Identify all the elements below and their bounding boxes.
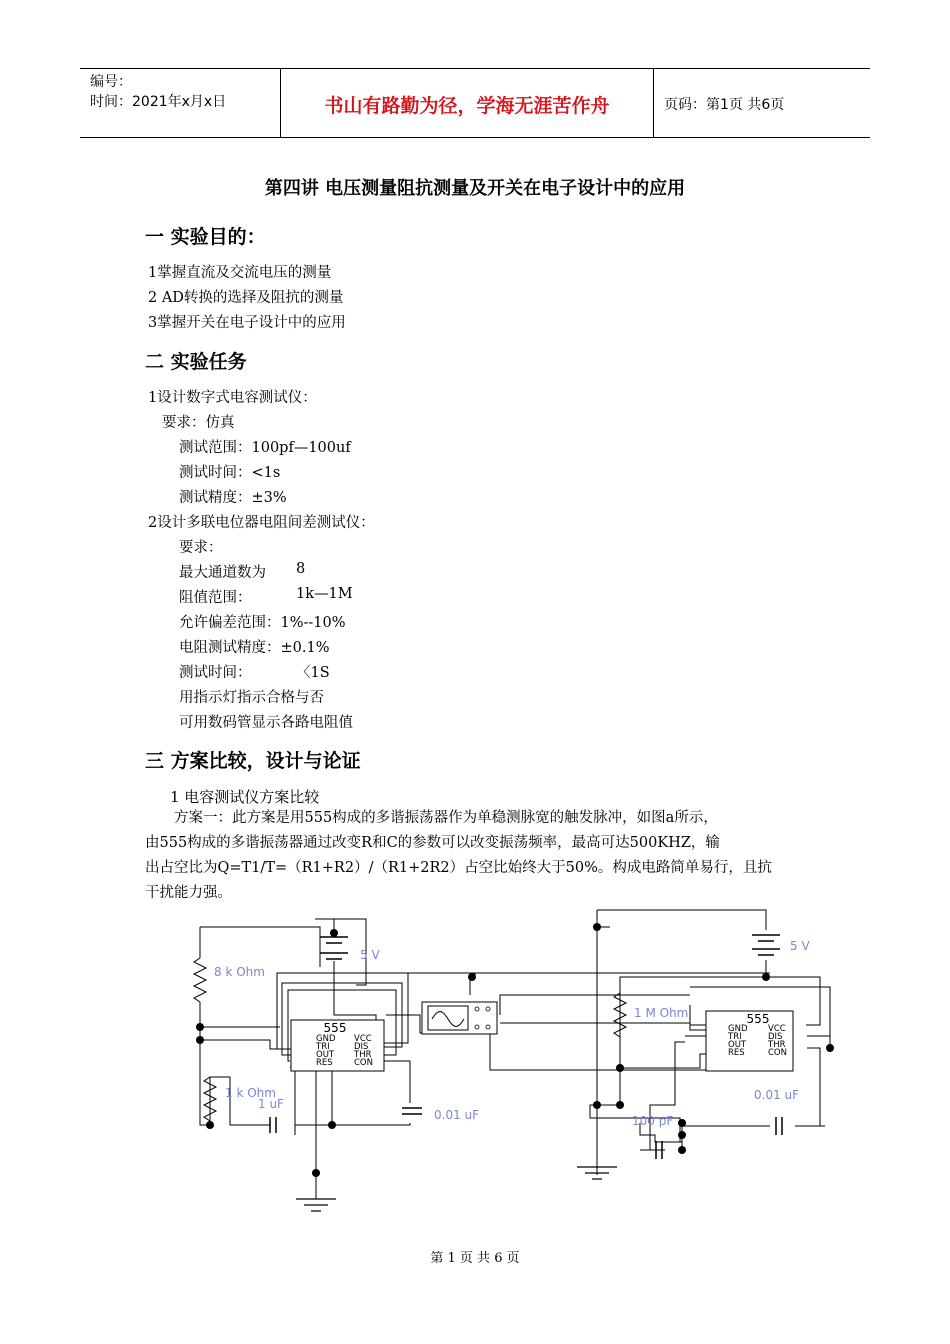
task1-line: 测试精度：±3%	[179, 490, 287, 506]
task2-title: 2设计多联电位器电阻间差测试仪：	[148, 515, 375, 531]
section3-heading: 三 方案比较，设计与论证	[145, 750, 361, 772]
header-page-cell	[654, 69, 870, 137]
circuit-diagram	[170, 905, 850, 1225]
ic1-pin-left: TRI	[316, 1042, 330, 1052]
ic1-label: 555	[323, 1021, 347, 1035]
task1-line: 测试时间：<1s	[179, 465, 281, 481]
section2-heading: 二 实验任务	[145, 351, 247, 373]
r1-label: 8 k Ohm	[214, 965, 265, 979]
paragraph-line: 由555构成的多谐振荡器通过改变R和C的参数可以改变振荡频率，最高可达500KHZ，输	[145, 835, 720, 851]
task1-line: 测试范围：100pf—100uf	[179, 440, 351, 456]
lecture-title: 第四讲 电压测量阻抗测量及开关在电子设计中的应用	[264, 178, 686, 199]
c1-label: 1 uF	[258, 1097, 284, 1111]
scheme-paragraph	[145, 806, 810, 906]
r3-label: 1 M Ohm	[634, 1006, 689, 1020]
task1-title: 1设计数字式电容测试仪：	[148, 390, 317, 406]
task2-line-value: 1k—1M	[296, 586, 353, 602]
paragraph-line: 方案一：此方案是用555构成的多谐振荡器作为单稳测脉宽的触发脉冲，如图a所示，	[145, 810, 718, 826]
task2-line-label: 用指示灯指示合格与否	[179, 690, 324, 706]
ic2-pin-left: TRI	[728, 1032, 742, 1042]
c3-label: 0.01 uF	[754, 1088, 800, 1102]
v2-label: 5 V	[790, 939, 810, 953]
ic1-pin-left: RES	[316, 1058, 333, 1068]
ic2-pin-left: OUT	[728, 1040, 747, 1050]
ic1-pin-right: DIS	[354, 1042, 369, 1052]
ic2-pin-right: VCC	[768, 1024, 786, 1034]
ic1-pin-right: THR	[354, 1050, 372, 1060]
task2-line-label: 电阻测试精度：±0.1%	[179, 640, 330, 656]
task2-line-value: 〈1S	[296, 665, 330, 681]
objective-item: 2 AD转换的选择及阻抗的测量	[148, 290, 344, 306]
task1-requirement: 要求：仿真	[162, 415, 235, 431]
ic2-pin-right: DIS	[768, 1032, 783, 1042]
objective-item: 1掌握直流及交流电压的测量	[148, 265, 332, 281]
header-motto-cell	[281, 69, 654, 137]
v1-label: 5 V	[360, 948, 380, 962]
ic2-pin-left: GND	[728, 1024, 748, 1034]
ic1-pin-right: CON	[354, 1058, 373, 1068]
ic1-pin-left: OUT	[316, 1050, 335, 1060]
c4-label: 100 pF	[632, 1114, 674, 1128]
paragraph-line: 干扰能力强。	[145, 885, 232, 901]
header-left-cell	[80, 69, 281, 137]
task2-line-label: 可用数码管显示各路电阻值	[179, 715, 353, 731]
task2-line-label: 测试时间：	[179, 665, 252, 681]
task2-line-label: 最大通道数为	[179, 565, 266, 581]
ic2-pin-left: RES	[728, 1048, 745, 1058]
section3-subheading: 1 电容测试仪方案比较	[170, 788, 320, 806]
page-footer: 第 1 页 共 6 页	[430, 1251, 520, 1266]
c2-label: 0.01 uF	[434, 1108, 480, 1122]
ic1-pin-right: VCC	[354, 1034, 372, 1044]
header-box	[80, 68, 870, 138]
section1-heading: 一 实验目的：	[145, 226, 266, 248]
page-info: 页码：第1页 共6页	[664, 97, 785, 113]
ic2-pin-right: CON	[768, 1048, 787, 1058]
ic2-label: 555	[746, 1012, 770, 1026]
motto: 书山有路勤为径，学海无涯苦作舟	[324, 95, 610, 117]
ic1-pin-left: GND	[316, 1034, 336, 1044]
task2-requirement: 要求：	[179, 540, 223, 556]
task2-line-label: 阻值范围：	[179, 590, 252, 606]
paragraph-line: 出占空比为Q=T1/T=（R1+R2）/（R1+2R2）占空比始终大于50%。构成电路简单易行，且抗	[145, 860, 772, 876]
time-label: 时间：2021年x月x日	[90, 94, 227, 110]
serial-label: 编号：	[90, 74, 132, 90]
ic2-pin-right: THR	[768, 1040, 786, 1050]
r2-label: 1 k Ohm	[225, 1086, 276, 1100]
task2-line-value: 8	[296, 561, 306, 577]
task2-line-label: 允许偏差范围：1%--10%	[179, 615, 346, 631]
objective-item: 3掌握开关在电子设计中的应用	[148, 315, 346, 331]
